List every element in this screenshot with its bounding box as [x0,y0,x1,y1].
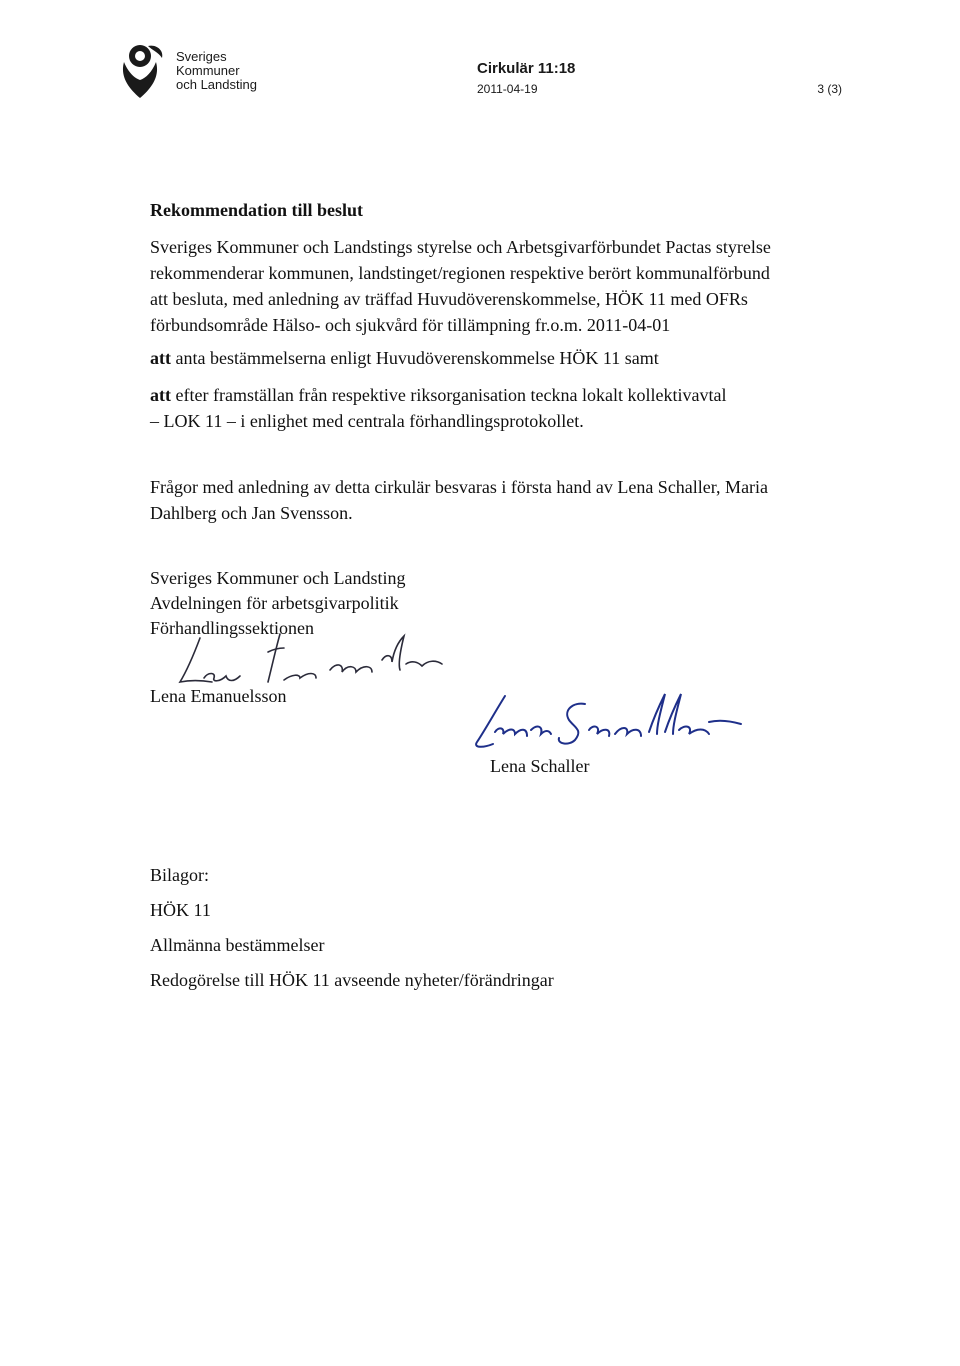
text-line: – LOK 11 – i enlighet med centrala förhandlingsprotokollet. [150,411,584,431]
text-line: Dahlberg och Jan Svensson. [150,503,353,523]
page-number: 3 (3) [817,82,842,96]
signature-lena-schaller [465,690,745,755]
text-line: Sveriges Kommuner och Landstings styrelse och Arbetsgivarförbundet Pactas styrelse [150,237,771,257]
attachments-label: Bilagor: [150,865,209,885]
text-line: rekommenderar kommunen, landstinget/regionen respektive berört kommunalförbund [150,263,770,283]
attachment-item: Redogörelse till HÖK 11 avseende nyheter/förändringar [150,970,554,990]
attachment-item: Allmänna bestämmelser [150,935,325,955]
logo-line: och Landsting [176,77,257,92]
decision-item [150,382,850,434]
attachments-block [150,858,554,998]
recommendation-heading: Rekommendation till beslut [150,200,364,220]
attachment-item: HÖK 11 [150,900,211,920]
sender-line: Avdelningen för arbetsgivarpolitik [150,593,399,613]
intro-paragraph [150,234,850,338]
logo-wordmark [176,50,257,92]
signatory-name: Lena Emanuelsson [150,686,287,706]
att-keyword: att [150,348,171,368]
logo-line: Kommuner [176,63,240,78]
text-line: anta bestämmelserna enligt Huvudöverenskommelse HÖK 11 samt [175,348,659,368]
sender-line: Förhandlingssektionen [150,618,314,638]
decision-item [150,345,850,371]
contact-paragraph [150,474,850,526]
text-line: att besluta, med anledning av träffad Huvudöverenskommelse, HÖK 11 med OFRs [150,289,748,309]
text-line: efter framställan från respektive riksorganisation teckna lokalt kollektivavtal [175,385,727,405]
circular-date: 2011-04-19 [477,82,538,96]
signatory-name: Lena Schaller [490,756,590,776]
logo-line: Sveriges [176,49,227,64]
sender-line: Sveriges Kommuner och Landsting [150,568,406,588]
text-line: förbundsområde Hälso- och sjukvård för tillämpning fr.o.m. 2011-04-01 [150,315,671,335]
att-keyword: att [150,385,171,405]
circular-title: Cirkulär 11:18 [477,60,576,77]
text-line: Frågor med anledning av detta cirkulär besvaras i första hand av Lena Schaller, Maria [150,477,769,497]
skl-logo [118,42,166,100]
